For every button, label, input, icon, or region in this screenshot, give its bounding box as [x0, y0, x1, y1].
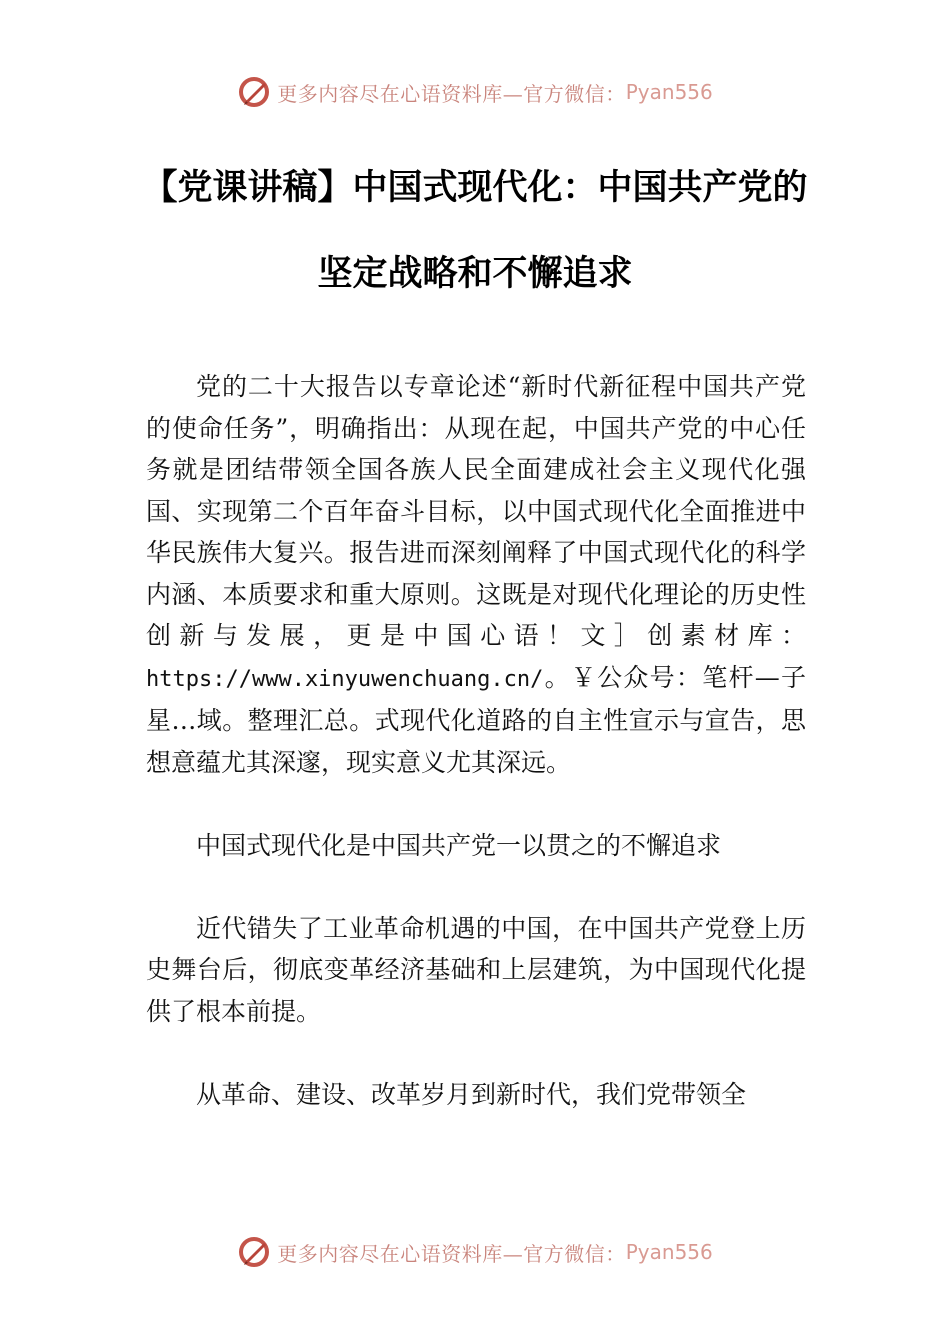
banner-text: 更多内容尽在心语资料库—官方微信：	[277, 81, 626, 106]
title-line-2: 坚定战略和不懈追求	[317, 254, 633, 294]
footer-banner	[0, 1230, 950, 1274]
pen-logo-icon	[237, 1235, 271, 1269]
pen-logo-icon	[237, 75, 271, 109]
paragraph-2: 近代错失了工业革命机遇的中国，在中国共产党登上历史舞台后，彻底变革经济基础和上层建筑，为中国现代化提供了根本前提。	[146, 913, 806, 1026]
header-banner	[0, 70, 950, 114]
section-heading: 中国式现代化是中国共产党一以贯之的不懈追求	[196, 830, 722, 860]
paragraph-1-url: https://www.xinyuwenchuang.cn/	[146, 666, 544, 692]
document-body	[146, 366, 806, 1115]
banner-wechat-id: Pyan556	[625, 1240, 713, 1264]
paragraph-1-text-b: 。￥公众号：笔杆—子星…域。整理汇总。式现代化道路的自主性宣示与宣告，思想意蕴尤其深邃，现实意义尤其深远。	[146, 662, 806, 777]
paragraph-1-text-a: 党的二十大报告以专章论述“新时代新征程中国共产党的使命任务”，明确指出：从现在起，中国共产党的中心任务就是团结带领全国各族人民全面建成社会主义现代化强国、实现第二个百年奋斗目标，以中国式现代化全面推进中华民族伟大复兴。报告进而深刻阐释了中国式现代化的科学内涵、本质要求和重大原则。这既是对现代化理论的历史性创新与发展，更是中国心语！文］创素材库：	[146, 372, 806, 650]
paragraph-1	[146, 366, 806, 783]
title-line-1: 【党课讲稿】中国式现代化：中国共产党的	[142, 168, 808, 208]
banner-text: 更多内容尽在心语资料库—官方微信：	[277, 1241, 626, 1266]
banner-wechat-id: Pyan556	[625, 80, 713, 104]
document-title	[100, 145, 850, 317]
paragraph-3: 从革命、建设、改革岁月到新时代，我们党带领全	[196, 1079, 747, 1109]
